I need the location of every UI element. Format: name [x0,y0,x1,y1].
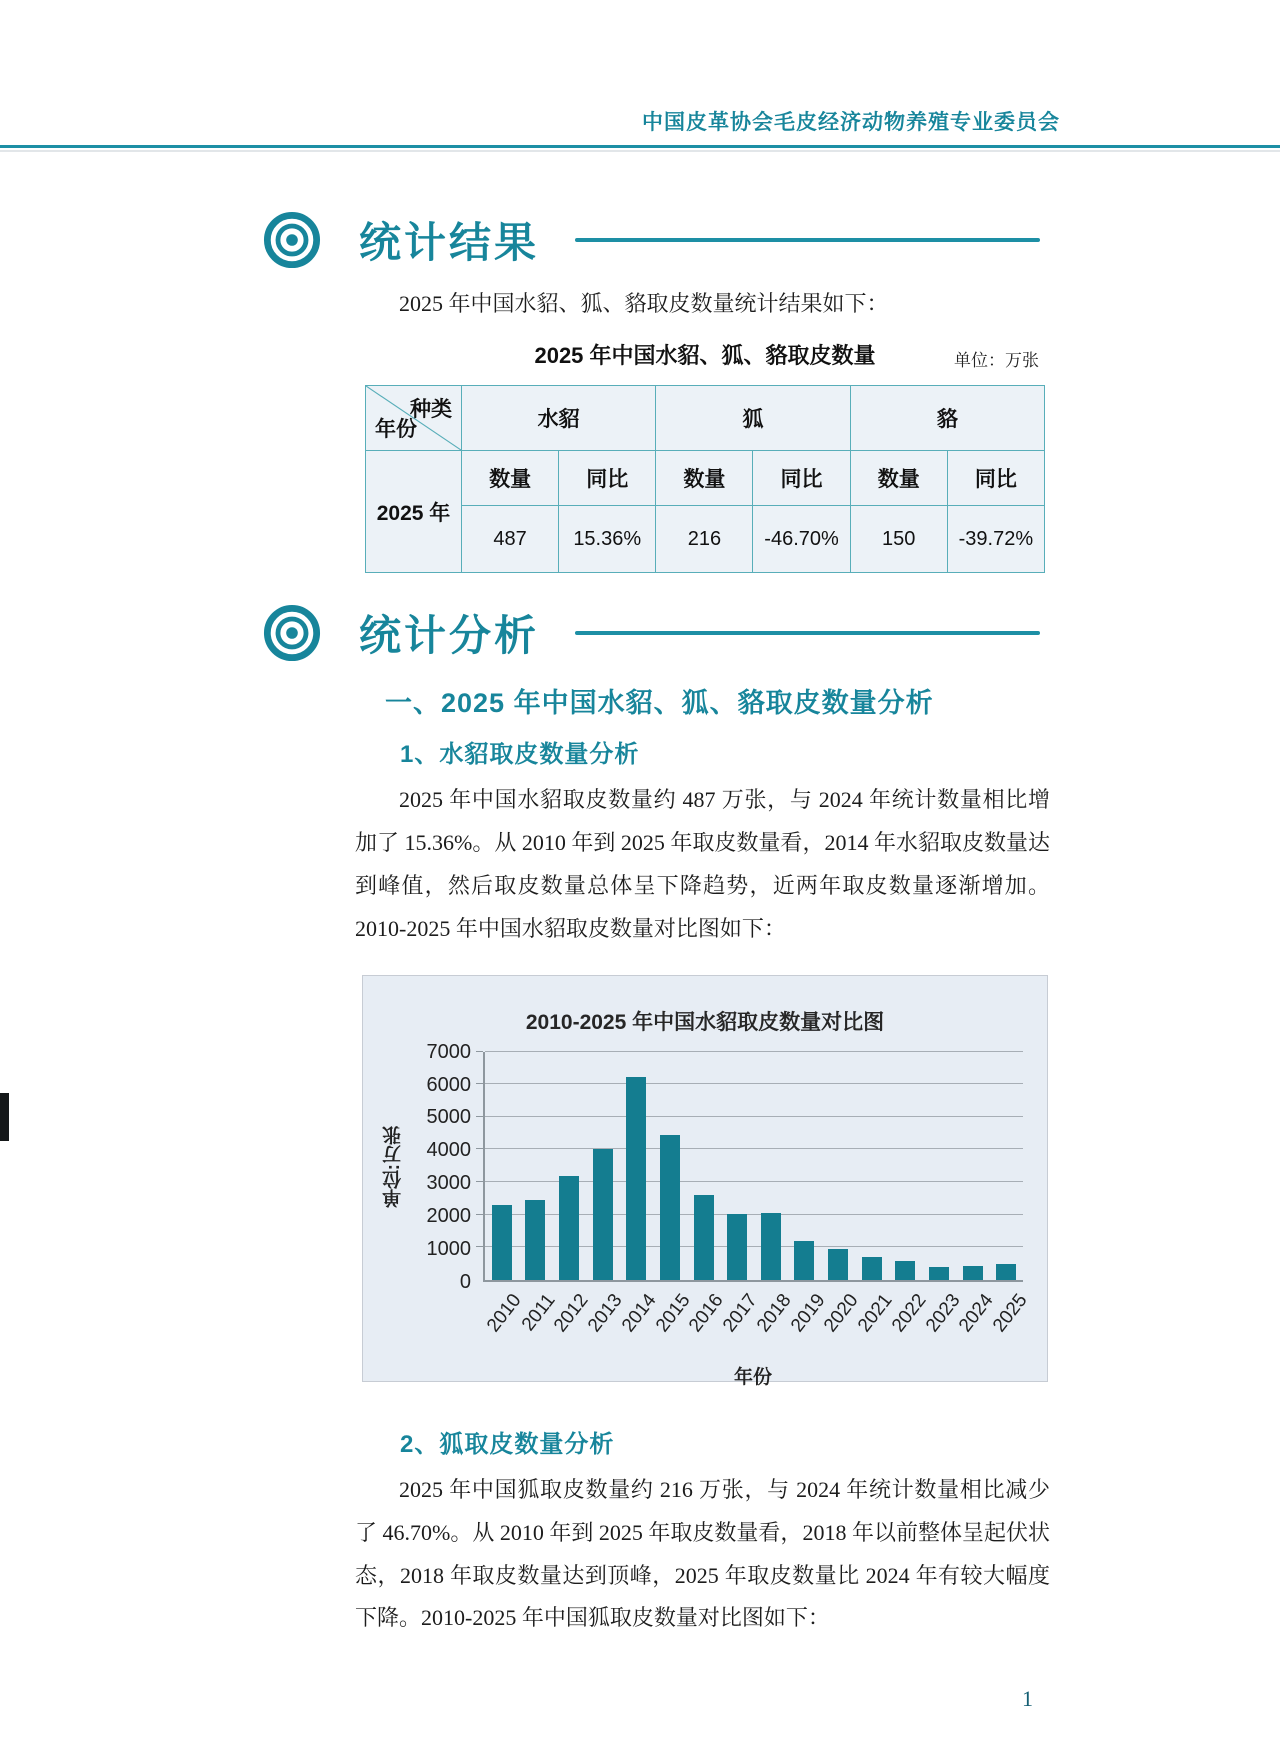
bar-slot-2013 [586,1052,620,1280]
x-tick-label-2014: 2014 [617,1289,661,1336]
bar-2020 [828,1249,848,1279]
x-tick-label-2022: 2022 [887,1289,931,1336]
bar-2025 [996,1264,1016,1280]
subheader-yoy-1: 同比 [559,451,656,506]
analysis-subheading-fox: 2、狐取皮数量分析 [400,1430,615,1458]
document-header-title: 中国皮革协会毛皮经济动物养殖专业委员会 [642,111,1060,134]
subheader-yoy-3: 同比 [947,451,1044,506]
subheader-yoy-2: 同比 [753,451,850,506]
row-label-2025: 2025 年 [366,451,462,573]
fox-yoy-value: -46.70% [753,506,850,573]
bar-slot-2024 [956,1052,990,1280]
x-tick-label-2017: 2017 [719,1289,762,1336]
bar-2014 [626,1077,646,1280]
mink-quantity-value: 487 [462,506,559,573]
header-rule-shadow [0,150,1280,152]
fur-statistics-table [365,385,1045,573]
section-analysis-title: 统计分析 [359,612,540,660]
table-caption [365,339,1045,373]
x-tick-label-2018: 2018 [752,1289,796,1336]
bar-2024 [963,1266,983,1280]
x-tick-label-2023: 2023 [921,1289,965,1336]
bar-slot-2017 [720,1052,754,1280]
y-tick-label: 1000 [426,1237,471,1260]
x-axis-tick-labels [482,1282,1032,1362]
bar-2022 [895,1261,915,1280]
bar-2017 [727,1214,747,1280]
bar-slot-2022 [889,1052,923,1280]
x-axis-title: 年份 [733,1366,772,1388]
mink-bar-chart-panel [362,975,1048,1388]
results-intro-text: 2025 年中国水貂、狐、貉取皮数量统计结果如下： [399,291,889,316]
bar-2021 [862,1257,882,1280]
x-tick-label-2019: 2019 [786,1289,830,1336]
section-title-line [575,631,1040,635]
bar-slot-2016 [687,1052,721,1280]
bar-slot-2012 [552,1052,586,1280]
section-title-line [575,238,1040,242]
corner-label-year: 年份 [375,418,417,442]
bar-slot-2021 [855,1052,889,1280]
bullseye-icon [263,604,321,662]
statistics-table-block [365,339,1045,573]
table-unit-label: 单位：万张 [954,351,1039,371]
bar-2011 [525,1200,545,1280]
bar-2012 [559,1176,579,1280]
raccoon-quantity-value: 150 [850,506,947,573]
bar-slot-2019 [788,1052,822,1280]
x-tick-label-2011: 2011 [517,1289,560,1335]
mink-yoy-value: 15.36% [559,506,656,573]
subheader-quantity-2: 数量 [656,451,753,506]
y-tick-label: 2000 [426,1205,471,1228]
chart-plot-area [483,1052,1023,1282]
subheader-quantity-1: 数量 [462,451,559,506]
y-tick-label: 5000 [426,1106,471,1129]
x-tick-label-2012: 2012 [550,1289,593,1336]
corner-label-species: 种类 [410,398,452,422]
table-title: 2025 年中国水貂、狐、貉取皮数量 [534,343,876,369]
section-results-title: 统计结果 [359,219,540,266]
bar-slot-2015 [653,1052,687,1280]
bar-slot-2011 [519,1052,553,1280]
section-results-heading [263,210,1040,270]
bar-slot-2023 [922,1052,956,1280]
chart-grid [373,1040,1032,1390]
fox-analysis-paragraph: 2025 年中国狐取皮数量约 216 万张，与 2024 年统计数量相比减少了 46.70%。从 2010 年到 2025 年取皮数量看，2018 年以前整体呈起伏状态，2018 年取皮数量达到顶峰，2025 年取皮数量比 2024 年有较大幅度下降。2010-2025 年中国狐取皮数量对比图如下： [355,1476,1050,1631]
analysis-heading-1: 一、2025 年中国水貂、狐、貉取皮数量分析 [385,688,934,719]
species-header-fox: 狐 [656,386,850,451]
bar-2016 [694,1195,714,1280]
y-tick-label: 6000 [426,1073,471,1096]
analysis-subheading-mink: 1、水貂取皮数量分析 [400,741,640,769]
bar-slot-2014 [620,1052,654,1280]
y-axis-title: 单位:万张 [382,1125,404,1208]
x-tick-label-2024: 2024 [955,1289,998,1336]
x-tick-label-2010: 2010 [482,1289,526,1336]
bar-2018 [761,1213,781,1280]
species-header-mink: 水貂 [462,386,656,451]
bar-2019 [794,1241,814,1279]
x-tick-label-2020: 2020 [820,1289,863,1336]
y-tick-label: 4000 [426,1139,471,1162]
section-analysis-heading [263,603,1040,663]
species-header-raccoon: 貉 [850,386,1044,451]
table-corner-cell [366,386,462,451]
subheader-quantity-3: 数量 [850,451,947,506]
bar-slot-2018 [754,1052,788,1280]
bar-slot-2010 [485,1052,519,1280]
y-tick-label: 0 [459,1270,471,1293]
bullseye-icon [263,211,321,269]
fox-quantity-value: 216 [656,506,753,573]
chart-bars [485,1052,1023,1280]
bar-2023 [929,1267,949,1280]
scan-edge-artifact [0,1093,9,1141]
x-tick-label-2021: 2021 [854,1289,897,1336]
x-tick-label-2025: 2025 [989,1289,1032,1336]
bar-2015 [660,1135,680,1280]
raccoon-yoy-value: -39.72% [947,506,1044,573]
bar-2010 [492,1205,512,1280]
y-tick-label: 7000 [426,1040,471,1063]
y-axis-tick-labels [413,1040,483,1293]
page-number: 1 [1022,1686,1033,1711]
bar-slot-2025 [989,1052,1023,1280]
header-rule [0,145,1280,148]
bar-slot-2020 [821,1052,855,1280]
mink-analysis-paragraph: 2025 年中国水貂取皮数量约 487 万张，与 2024 年统计数量相比增加了 15.36%。从 2010 年到 2025 年取皮数量看，2014 年水貂取皮数量达到峰值，然后取皮数量总体呈下降趋势，近两年取皮数量逐渐增加。2010-2025 年中国水貂取皮数量对比图如下： [355,787,1050,941]
chart-title: 2010-2025 年中国水貂取皮数量对比图 [525,1010,885,1034]
x-tick-label-2013: 2013 [584,1289,627,1336]
x-tick-label-2016: 2016 [685,1289,728,1336]
x-tick-label-2015: 2015 [651,1289,695,1336]
y-tick-label: 3000 [426,1172,471,1195]
bar-2013 [593,1149,613,1279]
